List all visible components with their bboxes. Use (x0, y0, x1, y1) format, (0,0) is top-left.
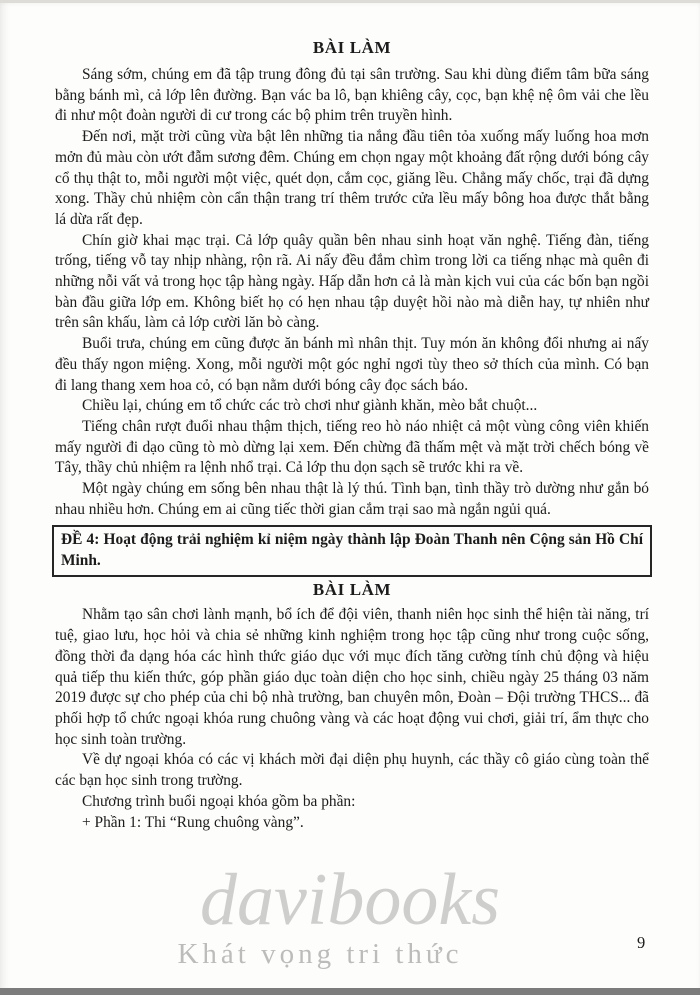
scan-edge-bottom (0, 988, 700, 995)
paragraph: Đến nơi, mặt trời cũng vừa bật lên những tia nắng đầu tiên tỏa xuống mấy luống hoa mơn mởn đủ màu còn ướt đẫm sương đêm. Chúng em chọn ngay một khoảng đất rộng dưới bóng cây cổ thụ thật to, mỗi người một việc, quét dọn, cắm cọc, giăng lều. Chẳng mấy chốc, trại đã dựng xong. Thầy chủ nhiệm còn cẩn thận trang trí thêm trước cửa lều mấy bông hoa được thắt bằng lá dừa rất đẹp. (55, 128, 649, 228)
paragraph: + Phần 1: Thi “Rung chuông vàng”. (82, 813, 304, 831)
paragraph: Về dự ngoại khóa có các vị khách mời đại diện phụ huynh, các thầy cô giáo cùng toàn thể các bạn học sinh trong trường. (55, 751, 649, 790)
scan-edge-top (0, 0, 700, 3)
section2-title: BÀI LÀM (312, 580, 392, 600)
watermark-brand: davibooks (199, 859, 501, 941)
section-essay-2 (55, 580, 649, 833)
paragraph: Chín giờ khai mạc trại. Cả lớp quây quần bên nhau sinh hoạt văn nghệ. Tiếng đàn, tiếng trống, tiếng vỗ tay nhịp nhàng, rộn rã. Ai nấy đều đắm chìm trong lời ca tiếng nhạc mà quên đi những nỗi vất vả trong học tập hàng ngày. Hấp dẫn hơn cả là màn kịch vui của các bốn bạn ngồi bàn đầu giữa lớp em. Không biết họ có hẹn nhau tập duyệt hồi nào mà diễn hay, tự nhiên như trên sân khấu, làm cả lớp cười lăn bò càng. (55, 231, 649, 332)
paragraph: Sáng sớm, chúng em đã tập trung đông đủ tại sân trường. Sau khi dùng điểm tâm bữa sáng bằng bánh mì, cả lớp lên đường. Bạn vác ba lô, bạn khiêng cây, cọc, bạn khệ nệ ôm vải che lều đi như một đoàn người di cư trong các bộ phim trên truyền hình. (55, 66, 649, 125)
watermark-slogan: Khát vọng tri thức (177, 938, 463, 970)
section-essay-1 (55, 38, 649, 520)
section1-body (55, 65, 649, 520)
paragraph: Tiếng chân rượt đuổi nhau thậm thịch, tiếng reo hò náo nhiệt cả một vùng công viên khiến mấy người đi dạo cũng tò mò dừng lại xem. Đến chừng đã thấm mệt và mặt trời chếch bóng về Tây, thầy chủ nhiệm ra lệnh nhổ trại. Cả lớp thu dọn sạch sẽ trước khi ra về. (55, 417, 649, 477)
section2-body (55, 605, 649, 833)
page-content (55, 38, 649, 833)
page-number: 9 (637, 933, 646, 952)
de4-topic-box (52, 525, 652, 577)
paragraph: Chương trình buổi ngoại khóa gồm ba phần: (82, 792, 356, 810)
paragraph: Một ngày chúng em sống bên nhau thật là lý thú. Tình bạn, tình thầy trò dường như gắn bó nhau nhiều hơn. Chúng em ai cũng tiếc thời gian cắm trại sao mà ngắn ngủi quá. (55, 480, 649, 518)
section1-title: BÀI LÀM (312, 38, 392, 57)
paragraph: Chiều lại, chúng em tổ chức các trò chơi như giành khăn, mèo bắt chuột... (82, 397, 538, 415)
paragraph: Buổi trưa, chúng em cũng được ăn bánh mì nhân thịt. Tuy món ăn không đổi nhưng ai nấy đều thấy ngon miệng. Xong, mỗi người một góc nghỉ ngơi tùy theo sở thích của mình. Có bạn đi lang thang xem hoa cỏ, có bạn nằm dưới bóng cây đọc sách báo. (55, 335, 649, 394)
de4-topic-text: ĐỀ 4: Hoạt động trải nghiệm kỉ niệm ngày thành lập Đoàn Thanh nên Cộng sản Hồ Chí Minh. (61, 531, 643, 570)
paragraph: Nhằm tạo sân chơi lành mạnh, bổ ích để đội viên, thanh niên học sinh thể hiện tài năng, trí tuệ, giao lưu, học hỏi và chia sẻ những kinh nghiệm trong học tập cũng như trong cuộc sống, đồng thời đa dạng hóa các hình thức giáo dục với mục đích tăng cường tính chủ động và hiệu quả tiếp thu kiến thức, góp phần giáo dục toàn diện cho học sinh, chiều ngày 25 tháng 03 năm 2019 được sự cho phép của chi bộ nhà trường, ban chuyên môn, Đoàn – Đội trường THCS... đã phối hợp tổ chức ngoại khóa rung chuông vàng và các hoạt động vui chơi, giải trí, ẩm thực cho học sinh toàn trường. (55, 606, 649, 748)
